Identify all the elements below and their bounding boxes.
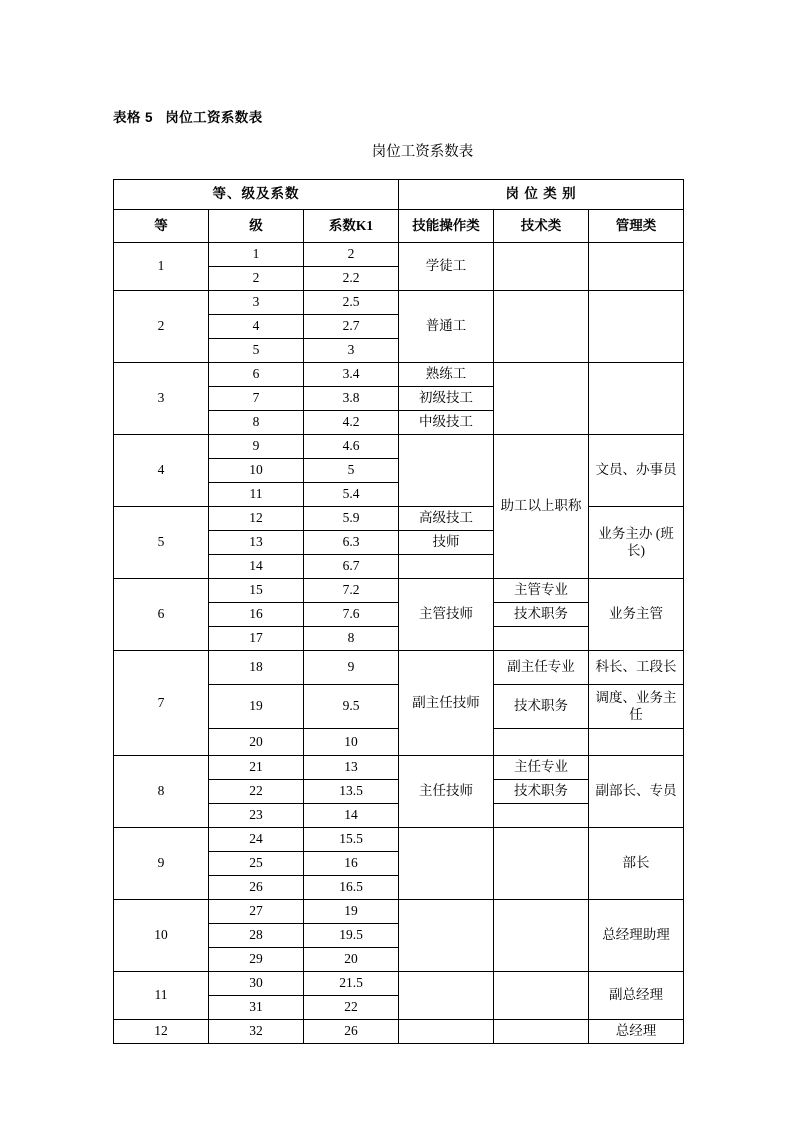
- coefficient-cell: 5: [304, 459, 399, 483]
- level-cell: 13: [209, 531, 304, 555]
- table-row: [114, 507, 684, 531]
- group-header-left: 等、级及系数: [114, 180, 399, 210]
- coefficient-cell: 10: [304, 729, 399, 756]
- skill-cell: [399, 828, 494, 900]
- coefficient-cell: 2.7: [304, 315, 399, 339]
- level-cell: 26: [209, 876, 304, 900]
- coefficient-cell: 3.4: [304, 363, 399, 387]
- management-cell: 总经理助理: [589, 900, 684, 972]
- table-row: [114, 756, 684, 780]
- management-cell: 总经理: [589, 1020, 684, 1044]
- level-cell: 1: [209, 243, 304, 267]
- coefficient-cell: 21.5: [304, 972, 399, 996]
- column-header-technical: 技术类: [494, 210, 589, 243]
- grade-cell: 9: [114, 828, 209, 900]
- coefficient-cell: 19.5: [304, 924, 399, 948]
- table-row: [114, 243, 684, 267]
- coefficient-cell: 20: [304, 948, 399, 972]
- coefficient-cell: 9: [304, 651, 399, 685]
- management-cell: [589, 729, 684, 756]
- level-cell: 10: [209, 459, 304, 483]
- coefficient-cell: 14: [304, 804, 399, 828]
- technical-cell: [494, 363, 589, 435]
- skill-cell: 主任技师: [399, 756, 494, 828]
- table-row: [114, 363, 684, 387]
- level-cell: 21: [209, 756, 304, 780]
- level-cell: 18: [209, 651, 304, 685]
- coefficient-cell: 15.5: [304, 828, 399, 852]
- skill-cell: 普通工: [399, 291, 494, 363]
- coefficient-cell: 4.2: [304, 411, 399, 435]
- coefficient-cell: 6.3: [304, 531, 399, 555]
- level-cell: 31: [209, 996, 304, 1020]
- level-cell: 32: [209, 1020, 304, 1044]
- technical-cell: [494, 972, 589, 1020]
- level-cell: 16: [209, 603, 304, 627]
- grade-cell: 3: [114, 363, 209, 435]
- table-row: [114, 828, 684, 852]
- coefficient-cell: 7.6: [304, 603, 399, 627]
- skill-cell: [399, 900, 494, 972]
- technical-cell: 技术职务: [494, 685, 589, 729]
- coefficient-cell: 5.4: [304, 483, 399, 507]
- level-cell: 8: [209, 411, 304, 435]
- management-cell: 部长: [589, 828, 684, 900]
- technical-cell: 主任专业: [494, 756, 589, 780]
- table-row: [114, 972, 684, 996]
- management-cell: [589, 363, 684, 435]
- skill-cell: [399, 972, 494, 1020]
- level-cell: 7: [209, 387, 304, 411]
- coefficient-cell: 22: [304, 996, 399, 1020]
- skill-cell: 熟练工: [399, 363, 494, 387]
- coefficient-cell: 26: [304, 1020, 399, 1044]
- grade-cell: 4: [114, 435, 209, 507]
- level-cell: 5: [209, 339, 304, 363]
- level-cell: 11: [209, 483, 304, 507]
- level-cell: 29: [209, 948, 304, 972]
- column-header-skill: 技能操作类: [399, 210, 494, 243]
- coefficient-cell: 6.7: [304, 555, 399, 579]
- level-cell: 2: [209, 267, 304, 291]
- level-cell: 25: [209, 852, 304, 876]
- coefficient-cell: 5.9: [304, 507, 399, 531]
- technical-cell: 主管专业: [494, 579, 589, 603]
- level-cell: 24: [209, 828, 304, 852]
- skill-cell: 初级技工: [399, 387, 494, 411]
- level-cell: 19: [209, 685, 304, 729]
- grade-cell: 11: [114, 972, 209, 1020]
- level-cell: 17: [209, 627, 304, 651]
- table-row: [114, 651, 684, 685]
- level-cell: 30: [209, 972, 304, 996]
- technical-cell: 助工以上职称: [494, 435, 589, 579]
- column-header-coefficient: 系数K1: [304, 210, 399, 243]
- level-cell: 6: [209, 363, 304, 387]
- table-row: [114, 900, 684, 924]
- coefficient-cell: 2: [304, 243, 399, 267]
- grade-cell: 12: [114, 1020, 209, 1044]
- technical-cell: 技术职务: [494, 603, 589, 627]
- skill-cell: 高级技工: [399, 507, 494, 531]
- technical-cell: 副主任专业: [494, 651, 589, 685]
- coefficient-cell: 3: [304, 339, 399, 363]
- level-cell: 3: [209, 291, 304, 315]
- management-cell: 业务主管: [589, 579, 684, 651]
- grade-cell: 10: [114, 900, 209, 972]
- table-row: [114, 435, 684, 459]
- grade-cell: 5: [114, 507, 209, 579]
- coefficient-cell: 13: [304, 756, 399, 780]
- management-cell: 副总经理: [589, 972, 684, 1020]
- table-row: [114, 579, 684, 603]
- technical-cell: [494, 804, 589, 828]
- management-cell: [589, 243, 684, 291]
- coefficient-cell: 3.8: [304, 387, 399, 411]
- column-header-management: 管理类: [589, 210, 684, 243]
- management-cell: 副部长、专员: [589, 756, 684, 828]
- level-cell: 14: [209, 555, 304, 579]
- table-row: [114, 291, 684, 315]
- grade-cell: 1: [114, 243, 209, 291]
- technical-cell: [494, 627, 589, 651]
- table-row: [114, 1020, 684, 1044]
- coefficient-cell: 4.6: [304, 435, 399, 459]
- level-cell: 23: [209, 804, 304, 828]
- grade-cell: 8: [114, 756, 209, 828]
- technical-cell: [494, 243, 589, 291]
- group-header-right: 岗 位 类 别: [399, 180, 684, 210]
- management-cell: 业务主办 (班长): [589, 507, 684, 579]
- coefficient-cell: 2.5: [304, 291, 399, 315]
- level-cell: 28: [209, 924, 304, 948]
- technical-cell: [494, 1020, 589, 1044]
- column-header-grade: 等: [114, 210, 209, 243]
- coefficient-cell: 19: [304, 900, 399, 924]
- table-column-header-row: [114, 210, 684, 243]
- level-cell: 27: [209, 900, 304, 924]
- coefficient-cell: 13.5: [304, 780, 399, 804]
- skill-cell: [399, 1020, 494, 1044]
- management-cell: [589, 291, 684, 363]
- grade-cell: 2: [114, 291, 209, 363]
- technical-cell: [494, 291, 589, 363]
- coefficient-cell: 16.5: [304, 876, 399, 900]
- technical-cell: 技术职务: [494, 780, 589, 804]
- grade-cell: 6: [114, 579, 209, 651]
- skill-cell: [399, 435, 494, 507]
- technical-cell: [494, 900, 589, 972]
- level-cell: 20: [209, 729, 304, 756]
- coefficient-cell: 7.2: [304, 579, 399, 603]
- skill-cell: 主管技师: [399, 579, 494, 651]
- coefficient-cell: 16: [304, 852, 399, 876]
- skill-cell: 中级技工: [399, 411, 494, 435]
- table-caption: 表格 5 岗位工资系数表: [113, 110, 263, 125]
- management-cell: 文员、办事员: [589, 435, 684, 507]
- grade-cell: 7: [114, 651, 209, 756]
- level-cell: 22: [209, 780, 304, 804]
- skill-cell: 学徒工: [399, 243, 494, 291]
- level-cell: 15: [209, 579, 304, 603]
- technical-cell: [494, 729, 589, 756]
- coefficient-cell: 2.2: [304, 267, 399, 291]
- coefficient-cell: 8: [304, 627, 399, 651]
- skill-cell: [399, 555, 494, 579]
- level-cell: 4: [209, 315, 304, 339]
- level-cell: 12: [209, 507, 304, 531]
- level-cell: 9: [209, 435, 304, 459]
- table-group-header-row: [114, 180, 684, 210]
- skill-cell: 技师: [399, 531, 494, 555]
- management-cell: 科长、工段长: [589, 651, 684, 685]
- coefficient-cell: 9.5: [304, 685, 399, 729]
- page-title: 岗位工资系数表: [371, 144, 474, 160]
- skill-cell: 副主任技师: [399, 651, 494, 756]
- management-cell: 调度、业务主任: [589, 685, 684, 729]
- wage-coefficient-table: [113, 179, 684, 1044]
- column-header-level: 级: [209, 210, 304, 243]
- technical-cell: [494, 828, 589, 900]
